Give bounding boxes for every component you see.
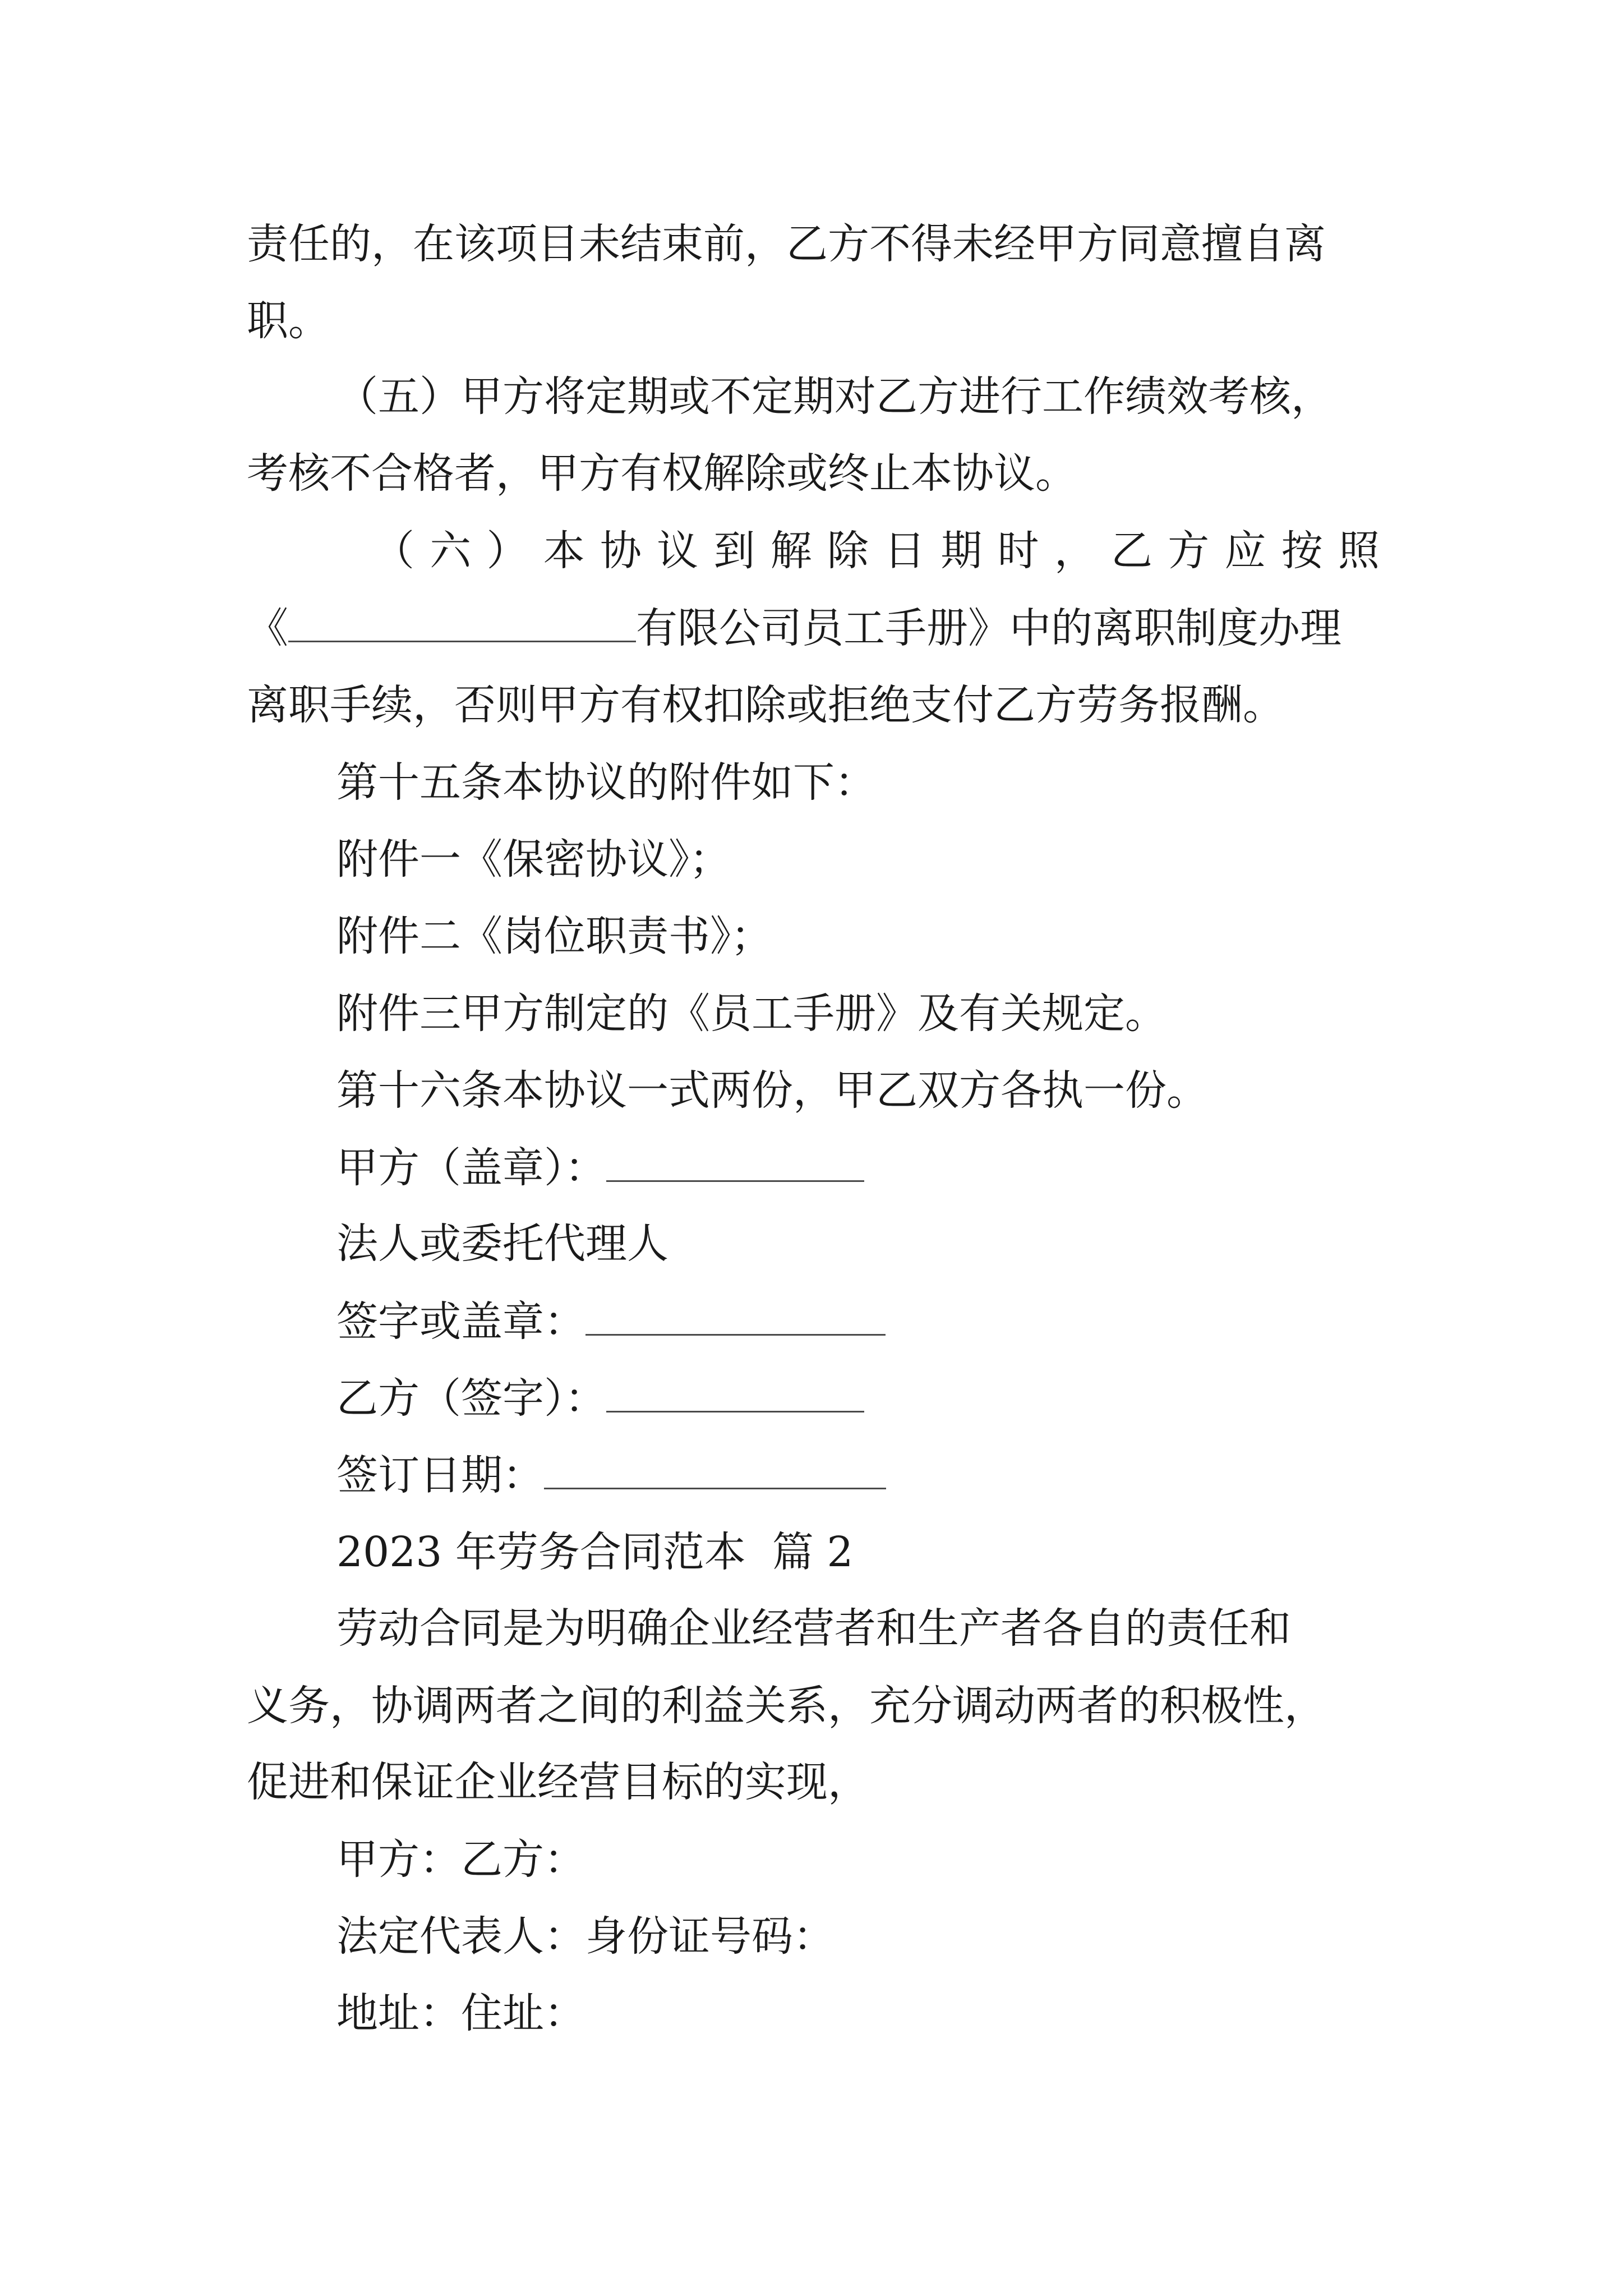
party-b-sign-line xyxy=(336,1374,864,1423)
char: 到 xyxy=(713,527,755,575)
clause-5-line: （五）甲方将定期或不定期对乙方进行工作绩效考核， xyxy=(336,372,1332,421)
char: 六 xyxy=(430,527,472,575)
char: 照 xyxy=(1338,527,1380,575)
party-a-seal-blank xyxy=(606,1147,864,1182)
char: ） xyxy=(486,527,528,575)
sign-or-seal-blank xyxy=(585,1300,886,1336)
legal-rep-label: 法人或委托代理人 xyxy=(336,1220,668,1268)
parties-line: 甲方：乙方： xyxy=(336,1835,585,1884)
section-heading: 2023 年劳务合同范本 篇 2 xyxy=(336,1528,854,1576)
char: 本 xyxy=(543,527,585,575)
paragraph-line: 责任的，在该项目未结束前，乙方不得未经甲方同意擅自离 xyxy=(247,220,1326,268)
char: 乙 xyxy=(1111,527,1153,575)
char: ， xyxy=(1054,527,1096,575)
article-15-heading: 第十五条本协议的附件如下： xyxy=(336,758,876,807)
party-a-seal-line xyxy=(336,1144,864,1192)
paragraph-line: 考核不合格者，甲方有权解除或终止本协议。 xyxy=(247,449,1077,498)
company-name-line xyxy=(247,604,1341,652)
legal-rep-id-line: 法定代表人：身份证号码： xyxy=(336,1912,834,1961)
attachment-2: 附件二《岗位职责书》； xyxy=(336,912,772,960)
attachment-1: 附件一《保密协议》； xyxy=(336,835,731,884)
char: 议 xyxy=(657,527,699,575)
paragraph-line: 促进和保证企业经营目标的实现， xyxy=(247,1758,869,1806)
paragraph-line: 离职手续，否则甲方有权扣除或拒绝支付乙方劳务报酬。 xyxy=(247,681,1284,729)
article-16: 第十六条本协议一式两份，甲乙双方各执一份。 xyxy=(336,1066,1208,1115)
char: 方 xyxy=(1168,527,1210,575)
address-line: 地址：住址： xyxy=(336,1989,585,2037)
company-name-blank xyxy=(288,607,636,642)
char: 时 xyxy=(997,527,1039,575)
clause-6-line xyxy=(373,527,1380,575)
sign-or-seal-label: 签字或盖章： xyxy=(336,1297,585,1346)
attachment-3: 附件三甲方制定的《员工手册》及有关规定。 xyxy=(336,990,1166,1038)
char: 除 xyxy=(827,527,869,575)
sign-date-blank xyxy=(544,1454,886,1489)
paragraph-line: 义务，协调两者之间的利益关系，充分调动两者的积极性， xyxy=(247,1682,1326,1730)
char: 协 xyxy=(600,527,642,575)
party-a-seal-label: 甲方（盖章）： xyxy=(336,1144,606,1192)
sign-or-seal-line xyxy=(336,1297,886,1346)
char: 解 xyxy=(770,527,812,575)
paragraph-line: 职。 xyxy=(247,297,330,345)
char: 期 xyxy=(940,527,983,575)
party-b-sign-label: 乙方（签字）： xyxy=(336,1374,606,1423)
party-b-sign-blank xyxy=(606,1377,864,1412)
paragraph-line: 劳动合同是为明确企业经营者和生产者各自的责任和 xyxy=(336,1604,1291,1653)
char: 日 xyxy=(884,527,926,575)
char: （ xyxy=(373,527,414,575)
sign-date-label: 签订日期： xyxy=(336,1451,544,1499)
sign-date-line xyxy=(336,1451,886,1499)
char: 应 xyxy=(1224,527,1266,575)
open-bracket: 《 xyxy=(247,604,288,652)
line-text: 有限公司员工手册》中的离职制度办理 xyxy=(636,604,1341,652)
char: 按 xyxy=(1281,527,1323,575)
